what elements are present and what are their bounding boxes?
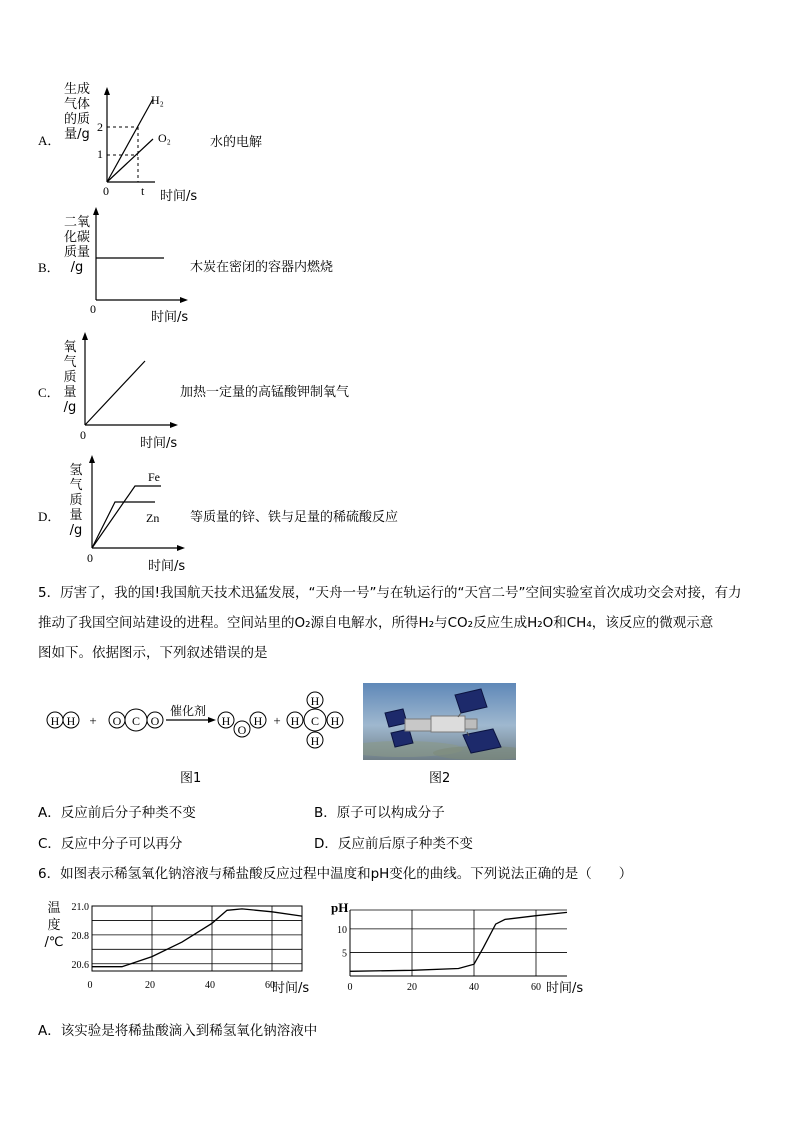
option-d-caption: 等质量的锌、铁与足量的稀硫酸反应 (190, 510, 399, 525)
fig1-caption: 图1 (180, 771, 202, 786)
atom-h-label: H (66, 714, 76, 728)
atom-h-label: H (290, 714, 300, 728)
option-a-y1: 1 (97, 147, 103, 161)
option-c-ylabel: 氧 气 质 量 /g (63, 340, 77, 415)
option-d-fe-label: Fe (148, 470, 160, 484)
atom-h-label: H (253, 714, 263, 728)
atom-c-label: C (310, 714, 320, 728)
temp-curve (92, 909, 302, 967)
space-station-photo (363, 683, 516, 760)
temp-plot-frame (92, 906, 302, 971)
q5-option-d[interactable]: D．反应前后原子种类不变 (314, 836, 473, 852)
option-a-t: t (141, 184, 145, 198)
ph-xtick-label: 20 (407, 982, 417, 993)
atom-o-label: O (112, 714, 122, 728)
temp-ytick-label: 20.8 (71, 930, 89, 942)
ph-chart-xlabel: 时间/s (546, 981, 584, 996)
catalyst-label: 催化剂 (169, 704, 207, 718)
temp-xtick-label: 0 (87, 980, 93, 991)
atom-o-label: O (237, 723, 247, 737)
option-b-letter: B． (38, 260, 60, 275)
option-c-caption: 加热一定量的高锰酸钾制氧气 (180, 385, 350, 400)
q6-stem: 6．如图表示稀氢氧化钠溶液与稀盐酸反应过程中温度和pH变化的曲线。下列说法正确的是（ ） (38, 866, 633, 882)
option-a-ylabel: 生成 气体 的质 量/g (63, 82, 90, 142)
option-a-caption: 水的电解 (210, 135, 263, 150)
option-c-xlabel: 时间/s (140, 436, 178, 451)
fig2-caption: 图2 (429, 771, 451, 786)
q6-option-a[interactable]: A．该实验是将稀盐酸滴入到稀氢氧化钠溶液中 (38, 1023, 318, 1039)
ph-curve (350, 912, 567, 971)
atom-o-label: O (150, 714, 160, 728)
option-d-graph (85, 453, 195, 553)
option-c-origin: 0 (80, 428, 86, 442)
option-a-o2-label: O₂ (158, 131, 171, 145)
ph-chart (325, 898, 570, 998)
atom-h-label: H (310, 694, 320, 708)
ph-xtick-label: 40 (469, 982, 479, 993)
option-b-ylabel: 二氧 化碳 质量 /g (63, 215, 90, 275)
atom-h-label: H (221, 714, 231, 728)
option-a-letter: A． (38, 133, 61, 148)
ph-xtick-label: 0 (347, 982, 353, 993)
temp-chart-ylabel: 温 度 /℃ (44, 901, 64, 950)
option-d-letter: D． (38, 509, 61, 524)
option-b-origin: 0 (90, 302, 96, 316)
atom-h-label: H (50, 714, 60, 728)
temp-ytick-label: 21.0 (71, 902, 89, 913)
option-b-caption: 木炭在密闭的容器内燃烧 (190, 260, 334, 275)
option-d-ylabel: 氢 气 质 量 /g (69, 463, 83, 538)
atom-h-label: H (330, 714, 340, 728)
ph-ytick-label: 10 (337, 924, 347, 936)
q5-option-b[interactable]: B．原子可以构成分子 (314, 805, 445, 821)
temp-xtick-label: 40 (205, 980, 215, 991)
temp-xtick-label: 60 (265, 980, 275, 991)
option-d-xlabel: 时间/s (148, 559, 186, 574)
option-a-origin: 0 (103, 184, 109, 198)
option-c-letter: C． (38, 385, 60, 400)
q5-stem: 5．厉害了，我的国!我国航天技术迅猛发展，“天舟一号”与在轨运行的“天宫二号”空间实验室首次成功交会对接，有力 推动了我国空间站建设的进程。空间站里的O₂源自电解水，所得H₂与CO₂反应生成H₂O和CH₄，该反应的微观示意 图如下。依据图示，下列叙述错误的是 (38, 585, 742, 661)
option-b-graph (88, 205, 198, 305)
atom-c-label: C (131, 714, 141, 728)
temp-ytick-label: 20.6 (71, 959, 89, 971)
option-d-origin: 0 (87, 551, 93, 565)
plus-sign: + (89, 713, 97, 728)
plus-sign: + (273, 713, 281, 728)
option-a-xlabel: 时间/s (160, 189, 198, 204)
ph-ytick-label: 5 (342, 948, 347, 960)
option-a-y2: 2 (97, 120, 103, 134)
option-a-h2-label: H₂ (151, 93, 164, 107)
ph-xtick-label: 60 (531, 982, 541, 993)
option-c-graph (78, 330, 188, 430)
atom-h-label: H (310, 734, 320, 748)
ph-chart-ylabel: pH (331, 900, 349, 915)
q5-reaction-diagram (40, 688, 350, 756)
q5-option-a[interactable]: A．反应前后分子种类不变 (38, 805, 196, 821)
q5-option-c[interactable]: C．反应中分子可以再分 (38, 836, 183, 852)
option-b-xlabel: 时间/s (151, 310, 189, 325)
option-d-zn-label: Zn (146, 511, 160, 525)
temp-chart-xlabel: 时间/s (272, 981, 310, 996)
temp-xtick-label: 20 (145, 980, 155, 991)
